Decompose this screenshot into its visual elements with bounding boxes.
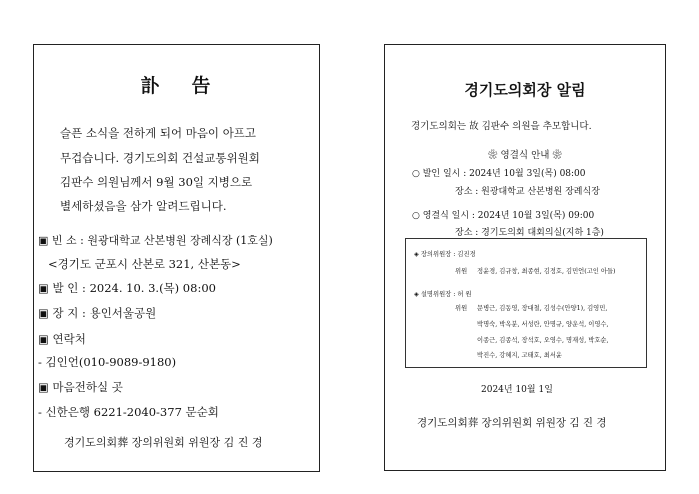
funeral-hall-address: <경기도 군포시 산본로 321, 산본동>: [48, 257, 241, 271]
obituary-title: [34, 71, 319, 98]
reporter-members-label: 위원: [455, 305, 468, 312]
obituary-signature: 경기도의회葬 장의위원회 위원장 김 진 경: [64, 436, 263, 449]
notice-intro: 경기도의회는 故 김판수 의원을 추모합니다.: [411, 121, 592, 132]
reporter-members-line: 문병근, 김동영, 장대철, 김성수(안양1), 김영민,: [477, 305, 608, 312]
departure-line: ▣ 발 인 : 2024. 10. 3.(목) 08:00: [38, 281, 216, 295]
funeral-hall-line: ▣ 빈 소 : 원광대학교 산본병원 장례식장 (1호실): [38, 234, 273, 247]
reporter-members-line: 이종근, 김종석, 장석호, 오영수, 명재성, 박호순,: [477, 337, 609, 344]
council-funeral-notice-panel: [384, 44, 666, 471]
obituary-body-line-2: 무겁습니다. 경기도의회 건설교통위원회: [60, 151, 260, 165]
reporter-members-line: 박진수, 강혜지, 고태호, 최서윤: [477, 352, 563, 359]
donation-value: - 신한은행 6221-2040-377 문순회: [38, 405, 219, 419]
committee-members-label: 위원: [455, 268, 468, 275]
obituary-body-line-3: 김판수 의원님께서 9월 30일 지병으로: [60, 175, 253, 189]
obituary-body-line-4: 별세하셨음을 삼가 알려드립니다.: [60, 199, 227, 213]
contact-label: ▣ 연락처: [38, 332, 86, 346]
committee-box: [405, 238, 647, 368]
notice-title: 경기도의회장 알림: [464, 81, 586, 99]
obituary-notice-panel: [33, 44, 320, 472]
reporter-members-line: 박명숙, 박옥분, 서성란, 안명규, 양운석, 이영수,: [477, 321, 609, 328]
ceremony-datetime: ○ 영결식 일시 : 2024년 10월 3일(목) 09:00: [412, 211, 595, 221]
reporter-chair: ◈ 설명위원장 : 허 원: [414, 291, 472, 298]
ceremony-header: ❀ 영결식 안내 ❀: [488, 150, 562, 161]
notice-date: 2024년 10월 1일: [481, 385, 553, 395]
burial-site-line: ▣ 장 지 : 용인서울공원: [38, 306, 157, 320]
committee-members: 정윤경, 김규창, 최종현, 김정호, 김민언(고인 아들): [477, 268, 616, 275]
obituary-title-char-1: 訃: [140, 75, 162, 97]
donation-label: ▣ 마음전하실 곳: [38, 380, 123, 394]
committee-chair: ◈ 장의위원장 : 김진경: [414, 251, 476, 258]
ceremony-place: 장소 : 경기도의회 대회의실(지하 1층): [455, 228, 604, 238]
contact-value: - 김인언(010-9089-9180): [38, 355, 177, 369]
notice-signature: 경기도의회葬 장의위원회 위원장 김 진 경: [417, 417, 607, 429]
obituary-title-char-2: 告: [191, 75, 213, 97]
departure-place: 장소 : 원광대학교 산본병원 장례식장: [455, 187, 600, 197]
departure-datetime: ○ 발인 일시 : 2024년 10월 3일(목) 08:00: [412, 169, 586, 179]
obituary-body-line-1: 슬픈 소식을 전하게 되어 마음이 아프고: [60, 126, 257, 140]
